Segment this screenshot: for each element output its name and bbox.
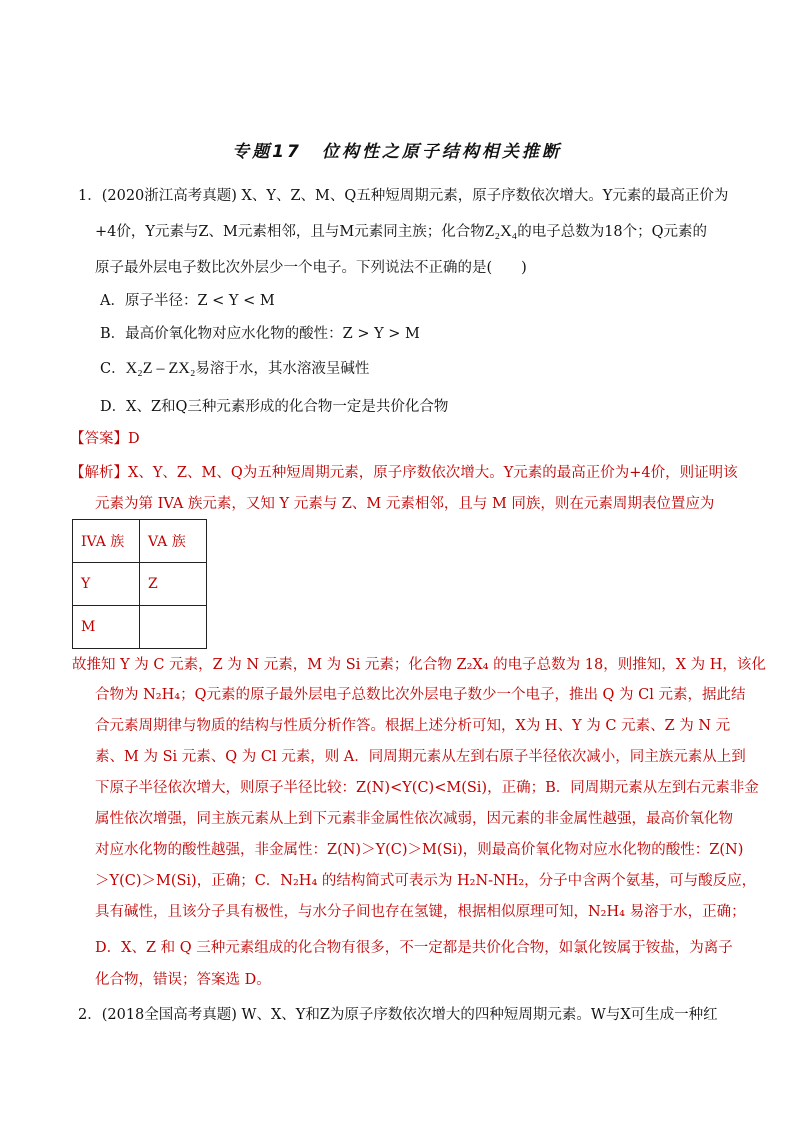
option-c-formula: X₂Z – ZX₂ [125,360,196,377]
analysis-body-line: 属性依次增强，同主族元素从上到下元素非金属性依次减弱，因元素的非金属性越强，最高价氧化物 [95,811,733,827]
table-row [73,606,207,649]
option-c [100,359,369,379]
option-c-prefix: C． [100,361,126,377]
analysis-text-1: X、Y、Z、M、Q为五种短周期元素，原子序数依次增大。Y元素的最高正价为+4价，则证明该 [128,465,738,481]
table-cell: IVA 族 [73,520,140,563]
periodic-position-table [72,519,207,649]
page-title: 专题17 位构性之原子结构相关推断 [232,142,562,162]
option-a: A．原子半径：Z < Y < M [100,293,275,309]
analysis-body-line: 对应水化物的酸性越强，非金属性：Z(N)＞Y(C)＞M(Si)，则最高价氧化物对应水化物的酸性：Z(N) [95,842,744,858]
table-cell: Y [73,563,140,606]
option-b: B．最高价氧化物对应水化物的酸性：Z > Y > M [100,326,420,342]
compound-formula: Z₂X₄ [484,223,518,240]
question-1-line-1: 1．(2020浙江高考真题) X、Y、Z、M、Q五种短周期元素，原子序数依次增大。Y元素的最高正价为 [78,188,729,204]
question-2-line-1: 2．(2018全国高考真题) W、X、Y和Z为原子序数依次增大的四种短周期元素。W与X可生成一种红 [78,1007,718,1023]
question-1-line-2a: +4价，Y元素与Z、M元素相邻，且与M元素同主族；化合物 [95,224,485,240]
analysis-body-line: ＞Y(C)＞M(Si)，正确；C．N₂H₄ 的结构简式可表示为 H₂N-NH₂，分子中含两个氨基，可与酸反应， [95,873,757,889]
table-row [73,520,207,563]
analysis-body-line: 合元素周期律与物质的结构与性质分析作答。根据上述分析可知，X为 H、Y 为 C 元素、Z 为 N 元 [95,718,731,734]
analysis-tag: 【解析】 [70,465,128,481]
analysis-line-1 [70,463,738,483]
option-c-text: 易溶于水，其水溶液呈碱性 [195,361,370,377]
analysis-line-2: 元素为第 IVA 族元素，又知 Y 元素与 Z、M 元素相邻，且与 M 同族，则在元素周期表位置应为 [95,496,715,512]
answer-tag: 【答案】 [70,431,128,447]
analysis-body-line: 化合物，错误；答案选 D。 [95,972,271,988]
analysis-body-line: 具有碱性，且该分子具有极性，与水分子间也存在氢键，根据相似原理可知，N₂H₄ 易溶于水，正确； [95,904,746,920]
question-1-line-3: 原子最外层电子数比次外层少一个电子。下列说法不正确的是( ) [95,260,527,276]
table-row [73,563,207,606]
table-cell [140,606,207,649]
answer-value: D [128,431,140,447]
analysis-body-line: 合物为 N₂H₄；Q元素的原子最外层电子总数比次外层电子数少一个电子，推出 Q 为 Cl 元素，据此结 [95,687,746,703]
analysis-body-line: D．X、Z 和 Q 三种元素组成的化合物有很多，不一定都是共价化合物，如氯化铵属于铵盐，为离子 [95,940,733,956]
answer-line [70,429,140,449]
analysis-body-line: 下原子半径依次增大，则原子半径比较：Z(N)<Y(C)<M(Si)，正确；B．同周期元素从左到右元素非金 [95,780,759,796]
analysis-body-line: 素、M 为 Si 元素、Q 为 Cl 元素，则 A．同周期元素从左到右原子半径依次减小，同主族元素从上到 [95,749,746,765]
option-d: D．X、Z和Q三种元素形成的化合物一定是共价化合物 [100,399,449,415]
question-1-line-2 [95,222,707,242]
table-cell: VA 族 [140,520,207,563]
question-1-line-2b: 的电子总数为18个；Q元素的 [517,224,708,240]
table-cell: M [73,606,140,649]
analysis-body-line: 故推知 Y 为 C 元素，Z 为 N 元素，M 为 Si 元素；化合物 Z₂X₄ 的电子总数为 18，则推知，X 为 H，该化 [72,657,766,673]
table-cell: Z [140,563,207,606]
